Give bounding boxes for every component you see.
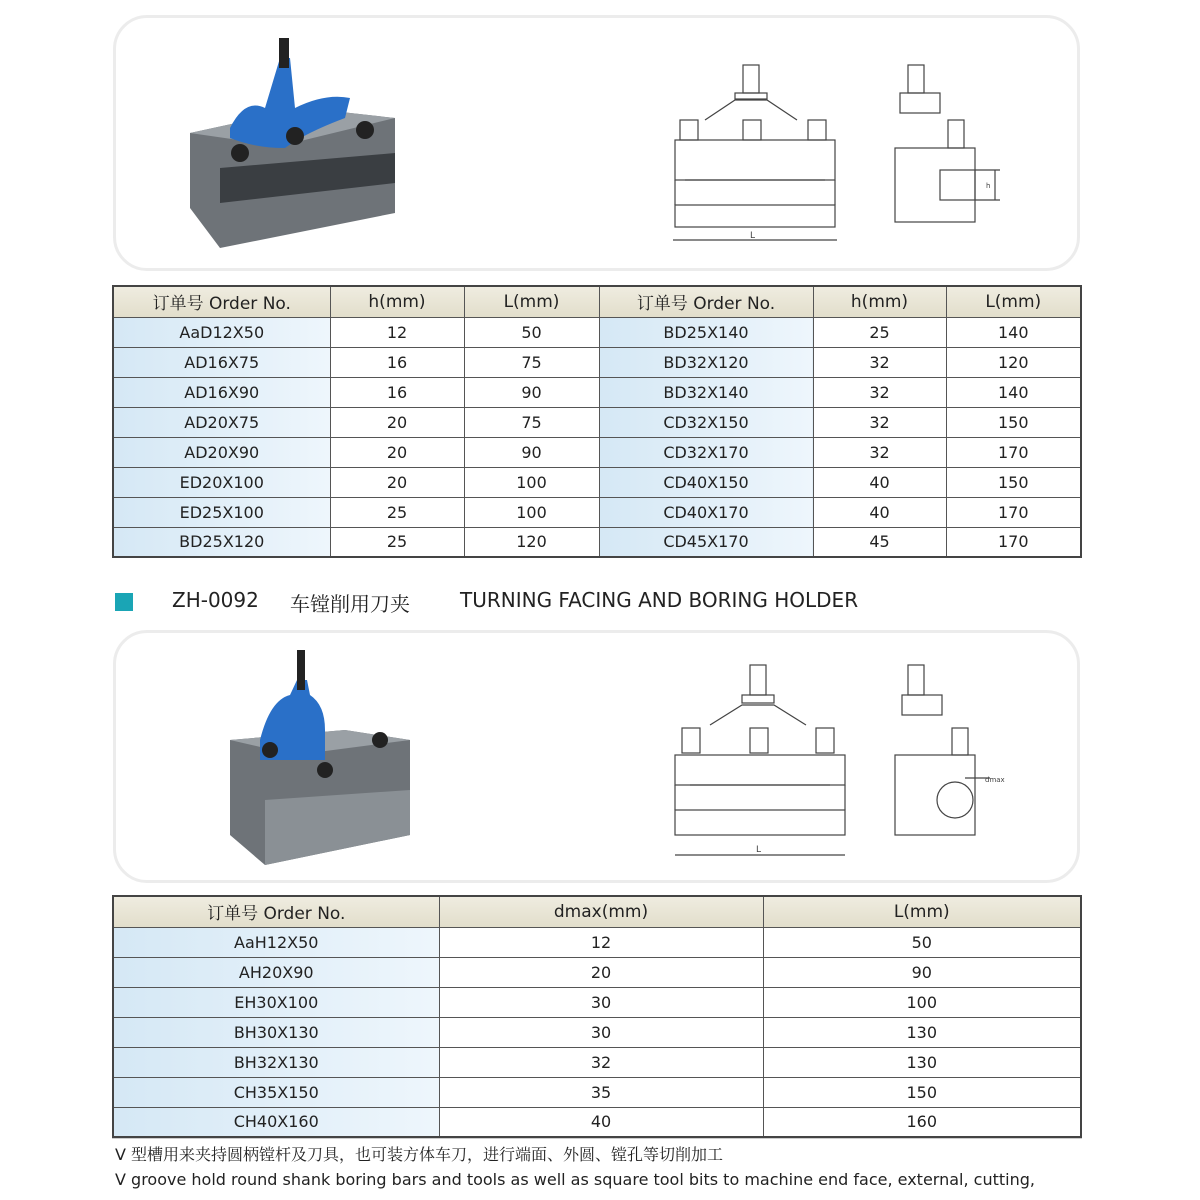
- value-cell: 150: [946, 407, 1081, 437]
- svg-text:L: L: [756, 845, 762, 855]
- value-cell: 32: [813, 377, 946, 407]
- table-row: [113, 437, 1081, 467]
- table-row: [113, 1047, 1081, 1077]
- col-l-2: L(mm): [946, 286, 1081, 317]
- section-marker: [115, 593, 133, 611]
- value-cell: 120: [464, 527, 599, 557]
- col-l: L(mm): [763, 896, 1081, 927]
- technical-drawing-front-2: [670, 660, 850, 865]
- order-no-cell: CD32X150: [599, 407, 813, 437]
- value-cell: 20: [330, 437, 464, 467]
- order-no-cell: AH20X90: [113, 957, 439, 987]
- order-no-cell: BD32X120: [599, 347, 813, 377]
- col-dmax: dmax(mm): [439, 896, 763, 927]
- order-no-cell: CH40X160: [113, 1107, 439, 1137]
- order-no-cell: AD20X75: [113, 407, 330, 437]
- order-no-cell: BH30X130: [113, 1017, 439, 1047]
- table-row: [113, 497, 1081, 527]
- order-no-cell: EH30X100: [113, 987, 439, 1017]
- value-cell: 35: [439, 1077, 763, 1107]
- table-row: [113, 1077, 1081, 1107]
- value-cell: 100: [464, 497, 599, 527]
- table-row: [113, 927, 1081, 957]
- order-no-cell: AaD12X50: [113, 317, 330, 347]
- section-title-en: TURNING FACING AND BORING HOLDER: [460, 588, 859, 612]
- value-cell: 32: [439, 1047, 763, 1077]
- col-l: L(mm): [464, 286, 599, 317]
- col-order-no: 订单号 Order No.: [113, 896, 439, 927]
- note-cn: V 型槽用来夹持圆柄镗杆及刀具，也可装方体车刀，进行端面、外圆、镗孔等切削加工: [115, 1145, 724, 1164]
- order-table-1: [112, 285, 1082, 558]
- value-cell: 40: [813, 467, 946, 497]
- order-no-cell: CH35X150: [113, 1077, 439, 1107]
- section-header: [0, 588, 1200, 616]
- col-h: h(mm): [330, 286, 464, 317]
- value-cell: 150: [763, 1077, 1081, 1107]
- value-cell: 12: [439, 927, 763, 957]
- value-cell: 20: [330, 407, 464, 437]
- section-code: ZH-0092: [172, 588, 259, 612]
- table-row: [113, 527, 1081, 557]
- table-row: [113, 987, 1081, 1017]
- order-no-cell: CD32X170: [599, 437, 813, 467]
- order-table-2: [112, 895, 1082, 1138]
- table-header-row: [113, 896, 1081, 927]
- value-cell: 120: [946, 347, 1081, 377]
- table-row: [113, 317, 1081, 347]
- technical-drawing-front-1: [665, 60, 845, 255]
- tool-holder-photo-1: [185, 38, 405, 253]
- table-header-row: [113, 286, 1081, 317]
- value-cell: 130: [763, 1047, 1081, 1077]
- value-cell: 140: [946, 317, 1081, 347]
- divider: [112, 1138, 1082, 1139]
- note-en: V groove hold round shank boring bars and tools as well as square tool bits to machine end face, external, cutting,: [115, 1170, 1035, 1189]
- value-cell: 45: [813, 527, 946, 557]
- value-cell: 32: [813, 437, 946, 467]
- value-cell: 170: [946, 437, 1081, 467]
- value-cell: 50: [763, 927, 1081, 957]
- value-cell: 50: [464, 317, 599, 347]
- value-cell: 40: [439, 1107, 763, 1137]
- table-row: [113, 1107, 1081, 1137]
- value-cell: 100: [763, 987, 1081, 1017]
- col-order-no: 订单号 Order No.: [113, 286, 330, 317]
- value-cell: 75: [464, 347, 599, 377]
- technical-drawing-side-1: [890, 60, 1010, 230]
- svg-text:dmax: dmax: [985, 776, 1005, 784]
- order-no-cell: BH32X130: [113, 1047, 439, 1077]
- table-row: [113, 957, 1081, 987]
- order-no-cell: AD20X90: [113, 437, 330, 467]
- technical-drawing-side-2: [890, 660, 1020, 840]
- value-cell: 32: [813, 407, 946, 437]
- order-no-cell: AD16X75: [113, 347, 330, 377]
- value-cell: 16: [330, 377, 464, 407]
- order-no-cell: ED25X100: [113, 497, 330, 527]
- value-cell: 20: [330, 467, 464, 497]
- section-title-cn: 车镗削用刀夹: [290, 592, 410, 616]
- value-cell: 160: [763, 1107, 1081, 1137]
- value-cell: 90: [464, 377, 599, 407]
- table-row: [113, 407, 1081, 437]
- value-cell: 75: [464, 407, 599, 437]
- value-cell: 30: [439, 1017, 763, 1047]
- tool-holder-photo-2: [225, 650, 415, 870]
- value-cell: 16: [330, 347, 464, 377]
- value-cell: 32: [813, 347, 946, 377]
- order-no-cell: CD45X170: [599, 527, 813, 557]
- value-cell: 150: [946, 467, 1081, 497]
- col-order-no-2: 订单号 Order No.: [599, 286, 813, 317]
- order-no-cell: CD40X170: [599, 497, 813, 527]
- value-cell: 25: [330, 527, 464, 557]
- order-no-cell: BD25X140: [599, 317, 813, 347]
- order-no-cell: AaH12X50: [113, 927, 439, 957]
- value-cell: 20: [439, 957, 763, 987]
- svg-text:L: L: [750, 231, 756, 241]
- value-cell: 25: [330, 497, 464, 527]
- table-row: [113, 1017, 1081, 1047]
- svg-text:h: h: [986, 182, 991, 190]
- value-cell: 30: [439, 987, 763, 1017]
- table-row: [113, 467, 1081, 497]
- table-row: [113, 377, 1081, 407]
- table-row: [113, 347, 1081, 377]
- value-cell: 130: [763, 1017, 1081, 1047]
- value-cell: 90: [763, 957, 1081, 987]
- order-no-cell: AD16X90: [113, 377, 330, 407]
- value-cell: 100: [464, 467, 599, 497]
- col-h-2: h(mm): [813, 286, 946, 317]
- order-no-cell: BD32X140: [599, 377, 813, 407]
- value-cell: 12: [330, 317, 464, 347]
- order-no-cell: BD25X120: [113, 527, 330, 557]
- order-no-cell: ED20X100: [113, 467, 330, 497]
- value-cell: 40: [813, 497, 946, 527]
- value-cell: 170: [946, 527, 1081, 557]
- value-cell: 140: [946, 377, 1081, 407]
- value-cell: 90: [464, 437, 599, 467]
- order-no-cell: CD40X150: [599, 467, 813, 497]
- value-cell: 25: [813, 317, 946, 347]
- value-cell: 170: [946, 497, 1081, 527]
